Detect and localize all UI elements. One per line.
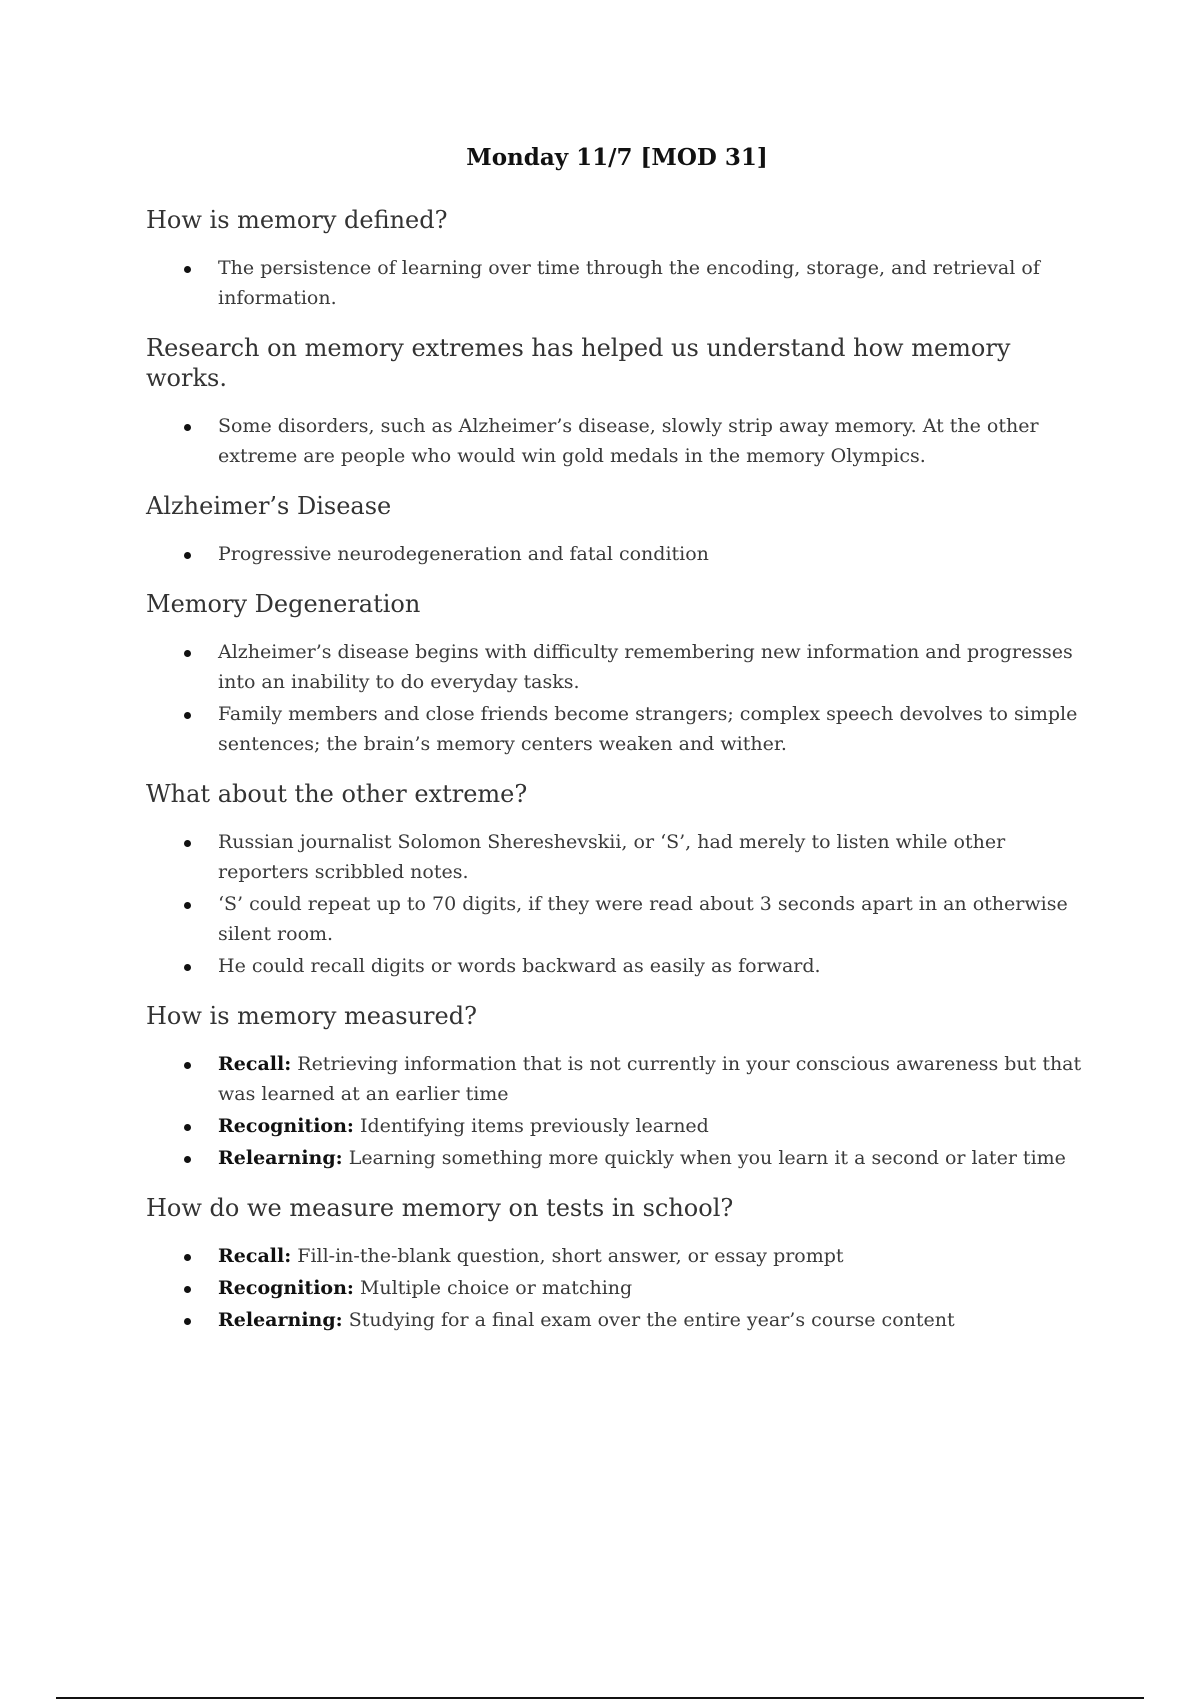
bullet-item: [146, 411, 1096, 471]
bullet-text: Identifying items previously learned: [353, 1115, 709, 1137]
bottom-divider: [56, 1697, 1144, 1699]
bullet-text: ‘S’ could repeat up to 70 digits, if they were read about 3 seconds apart in an otherwise silent room.: [218, 893, 1068, 945]
bullet-item: [146, 1143, 1096, 1173]
bullet-text: Retrieving information that is not currently in your conscious awareness but that was learned at an earlier time: [218, 1053, 1082, 1105]
bullet-term: Recall:: [218, 1245, 292, 1267]
bullet-text: Russian journalist Solomon Shereshevskii, or ‘S’, had merely to listen while other reporters scribbled notes.: [218, 831, 1006, 883]
bullet-dot-icon: [184, 1062, 191, 1069]
note-section: [146, 589, 1096, 759]
bullet-text: Fill-in-the-blank question, short answer, or essay prompt: [291, 1245, 844, 1267]
section-heading: How do we measure memory on tests in school?: [146, 1194, 734, 1222]
bullet-item: [146, 889, 1096, 949]
bullet-dot-icon: [184, 424, 191, 431]
bullet-item: [146, 699, 1096, 759]
bullet-term: Recognition:: [218, 1115, 354, 1137]
note-section: [146, 333, 1096, 471]
bullet-term: Recognition:: [218, 1277, 354, 1299]
bullet-list: [146, 411, 1096, 471]
bullet-item: [146, 1241, 1096, 1271]
section-heading: What about the other extreme?: [146, 780, 528, 808]
bullet-text: Studying for a final exam over the entire year’s course content: [342, 1309, 955, 1331]
note-section: [146, 1001, 1096, 1173]
bullet-list: [146, 637, 1096, 759]
bullet-dot-icon: [184, 1156, 191, 1163]
bullet-text: Alzheimer’s disease begins with difficulty remembering new information and progresses into an inability to do everyday tasks.: [218, 641, 1073, 693]
note-section: [146, 779, 1096, 981]
bullet-list: [146, 539, 1096, 569]
bullet-dot-icon: [184, 552, 191, 559]
bullet-item: [146, 1273, 1096, 1303]
section-heading: Research on memory extremes has helped us understand how memory works.: [146, 334, 1011, 392]
section-heading: Memory Degeneration: [146, 590, 421, 618]
bullet-dot-icon: [184, 712, 191, 719]
section-heading: How is memory measured?: [146, 1002, 477, 1030]
bullet-item: [146, 951, 1096, 981]
bullet-text: The persistence of learning over time through the encoding, storage, and retrieval of information.: [218, 257, 1040, 309]
bullet-item: [146, 1049, 1096, 1109]
bullet-text: He could recall digits or words backward as easily as forward.: [218, 955, 821, 977]
note-section: [146, 491, 1096, 569]
bullet-term: Relearning:: [218, 1147, 343, 1169]
bullet-text: Multiple choice or matching: [353, 1277, 633, 1299]
bullet-term: Relearning:: [218, 1309, 343, 1331]
bullet-dot-icon: [184, 650, 191, 657]
bullet-item: [146, 827, 1096, 887]
document-title: Monday 11/7 [MOD 31]: [466, 144, 768, 171]
bullet-list: [146, 253, 1096, 313]
bullet-term: Recall:: [218, 1053, 292, 1075]
bullet-text: Family members and close friends become strangers; complex speech devolves to simple sentences; the brain’s memory centers weaken and wither.: [218, 703, 1078, 755]
bullet-text: Some disorders, such as Alzheimer’s disease, slowly strip away memory. At the other extreme are people who would win gold medals in the memory Olympics.: [218, 415, 1039, 467]
section-heading: Alzheimer’s Disease: [146, 492, 392, 520]
bullet-item: [146, 637, 1096, 697]
bullet-dot-icon: [184, 840, 191, 847]
bullet-list: [146, 1049, 1096, 1173]
bullet-item: [146, 253, 1096, 313]
document-body: [146, 205, 1096, 1355]
bullet-list: [146, 827, 1096, 981]
bullet-item: [146, 1305, 1096, 1335]
bullet-dot-icon: [184, 902, 191, 909]
bullet-text: Progressive neurodegeneration and fatal condition: [218, 543, 709, 565]
bullet-dot-icon: [184, 1286, 191, 1293]
bullet-item: [146, 1111, 1096, 1141]
note-section: [146, 205, 1096, 313]
bullet-text: Learning something more quickly when you learn it a second or later time: [342, 1147, 1066, 1169]
bullet-item: [146, 539, 1096, 569]
bullet-dot-icon: [184, 1124, 191, 1131]
bullet-dot-icon: [184, 1254, 191, 1261]
section-heading: How is memory defined?: [146, 206, 448, 234]
bullet-dot-icon: [184, 964, 191, 971]
bullet-dot-icon: [184, 1318, 191, 1325]
bullet-list: [146, 1241, 1096, 1335]
note-section: [146, 1193, 1096, 1335]
bullet-dot-icon: [184, 266, 191, 273]
